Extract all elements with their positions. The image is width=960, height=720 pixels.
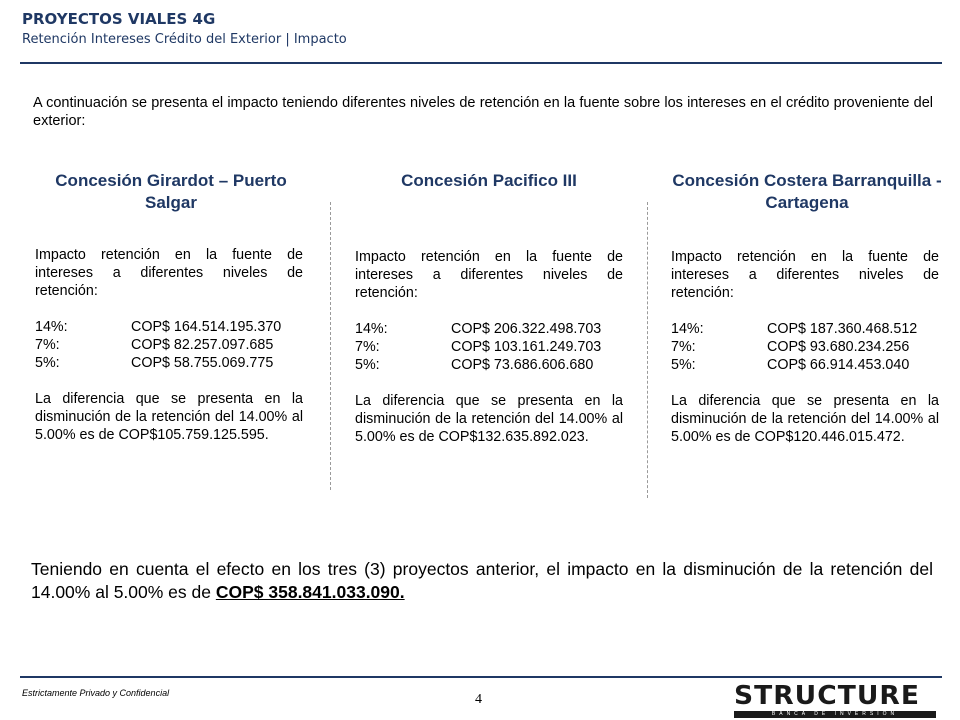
structure-logo <box>734 683 936 718</box>
rate-row <box>671 356 939 374</box>
rate-percent: 14%: <box>355 321 388 337</box>
difference-text: La diferencia que se presenta en la disminución de la retención del 14.00% al 5.00% es de COP$105.759.125.595. <box>35 391 303 443</box>
rate-percent: 5%: <box>355 357 380 373</box>
logo-wordmark: STRUCTURE <box>734 681 920 711</box>
logo-tagline: BANCA DE INVERSIÓN <box>734 711 936 718</box>
rate-value: COP$ 187.360.468.512 <box>767 321 918 337</box>
rate-row <box>35 336 303 354</box>
difference-text: La diferencia que se presenta en la disminución de la retención del 14.00% al 5.00% es de COP$132.635.892.023. <box>355 393 623 445</box>
rate-row <box>355 356 623 374</box>
header-title: PROYECTOS VIALES 4G <box>22 10 216 28</box>
conclusion-total: COP$ 358.841.033.090. <box>215 582 405 602</box>
header-subtitle: Retención Intereses Crédito del Exterior | Impacto <box>22 32 347 47</box>
rate-value: COP$ 58.755.069.775 <box>131 355 274 371</box>
rate-value: COP$ 73.686.606.680 <box>451 357 594 373</box>
rate-percent: 5%: <box>35 355 60 371</box>
intro-paragraph: A continuación se presenta el impacto teniendo diferentes niveles de retención en la fuente sobre los intereses en el crédito proveniente del exterior: <box>33 95 933 129</box>
rate-value: COP$ 93.680.234.256 <box>767 339 910 355</box>
page-number: 4 <box>475 692 482 707</box>
column-title-costera: Concesión Costera Barranquilla - Cartagena <box>672 171 942 212</box>
column-separator <box>647 202 648 498</box>
difference-text: La diferencia que se presenta en la disminución de la retención del 14.00% al 5.00% es de COP$120.446.015.472. <box>671 393 939 445</box>
column-body-pacifico <box>355 248 623 446</box>
rate-row <box>671 320 939 338</box>
rate-value: COP$ 206.322.498.703 <box>451 321 602 337</box>
impact-label: Impacto retención en la fuente de intereses a diferentes niveles de retención: <box>35 247 303 299</box>
impact-label: Impacto retención en la fuente de intereses a diferentes niveles de retención: <box>671 249 939 301</box>
footer-divider <box>20 676 942 678</box>
column-body-costera <box>671 248 939 446</box>
impact-label: Impacto retención en la fuente de intereses a diferentes niveles de retención: <box>355 249 623 301</box>
column-title-pacifico: Concesión Pacifico III <box>401 171 577 190</box>
column-title-girardot: Concesión Girardot – Puerto Salgar <box>55 171 287 212</box>
header-divider <box>20 62 942 64</box>
rate-percent: 7%: <box>35 337 60 353</box>
rate-percent: 14%: <box>35 319 68 335</box>
rate-row <box>35 354 303 372</box>
rate-value: COP$ 66.914.453.040 <box>767 357 910 373</box>
column-body-girardot <box>35 246 303 444</box>
rate-value: COP$ 164.514.195.370 <box>131 319 282 335</box>
confidential-note: Estrictamente Privado y Confidencial <box>22 688 170 698</box>
rate-row <box>35 318 303 336</box>
rate-percent: 14%: <box>671 321 704 337</box>
rate-percent: 5%: <box>671 357 696 373</box>
conclusion-paragraph <box>31 558 933 604</box>
rate-row <box>671 338 939 356</box>
rate-value: COP$ 103.161.249.703 <box>451 339 602 355</box>
column-separator <box>330 202 331 490</box>
conclusion-text: Teniendo en cuenta el efecto en los tres (3) proyectos anterior, el impacto en la disminución de la retención del 14.00% al 5.00% es de <box>31 559 933 602</box>
rate-percent: 7%: <box>355 339 380 355</box>
rate-value: COP$ 82.257.097.685 <box>131 337 274 353</box>
rate-row <box>355 338 623 356</box>
rate-percent: 7%: <box>671 339 696 355</box>
rate-row <box>355 320 623 338</box>
